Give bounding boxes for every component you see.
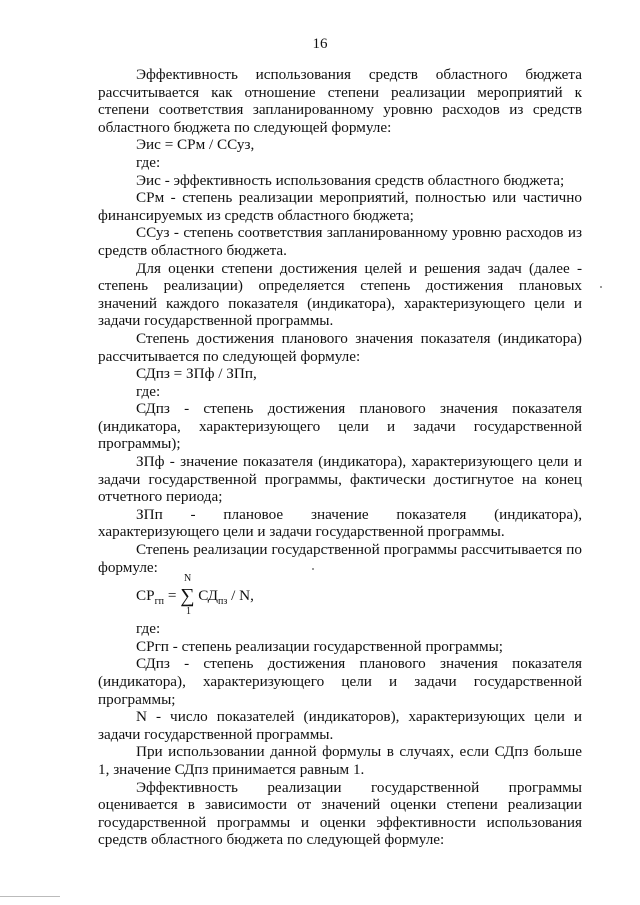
paragraph-efficiency: Эффективность реализации государственной программы оценивается в зависимости от значений оценки степени реализации государственной программы и оценки эффективности использования средств областного бюджета по следующей формуле: bbox=[98, 778, 582, 849]
paragraph-goals: Для оценки степени достижения целей и решения задач (далее - степень реализации) определяется степень достижения плановых значений каждого показателя (индикатора), характеризующего цели и задачи государственной программы. bbox=[98, 259, 582, 330]
paragraph-intro: Эффективность использования средств областного бюджета рассчитывается как отношение степени реализации мероприятий к степени соответствия запланированному уровню расходов из средств областного бюджета по следующей формуле: bbox=[98, 66, 582, 136]
definition-zpf: ЗПф - значение показателя (индикатора), характеризующего цели и задачи государственной программы, фактически достигнутое на конец отчетного периода; bbox=[98, 453, 582, 506]
sigma-symbol: ∑ bbox=[180, 585, 195, 608]
definition-sdpz: СДпз - степень достижения планового значения показателя (индикатора, характеризующего цели и задачи государственной программы); bbox=[98, 400, 582, 453]
page-number: 16 bbox=[312, 36, 328, 52]
definition-srgp: СРгп - степень реализации государственной программы; bbox=[136, 637, 504, 655]
sum-upper-limit: N bbox=[184, 573, 192, 585]
definition-srm: СРм - степень реализации мероприятий, полностью или частично финансируемых из средств областного бюджета; bbox=[98, 189, 582, 224]
definition-zpp: ЗПп - плановое значение показателя (индикатора), характеризующего цели и задачи государственной программы. bbox=[98, 505, 582, 541]
paragraph-program-formula: Степень реализации государственной программы рассчитывается по формуле: bbox=[98, 541, 582, 576]
sum-lower-limit: 1 bbox=[186, 606, 191, 618]
definition-eis: Эис - эффективность использования средств областного бюджета; bbox=[136, 171, 565, 189]
paragraph-cap-rule: При использовании данной формулы в случаях, если СДпз больше 1, значение СДпз принимается равным 1. bbox=[98, 743, 582, 778]
where-label: где: bbox=[136, 153, 161, 171]
definition-sdpz-2: СДпз - степень достижения планового значения показателя (индикатора), характеризующего цели и задачи государственной программы; bbox=[98, 655, 582, 708]
formula-sdpz: СДпз = ЗПф / ЗПп, bbox=[136, 365, 257, 383]
where-label: где: bbox=[136, 620, 161, 638]
definition-n: N - число показателей (индикаторов), характеризующих цели и задачи государственной программы. bbox=[98, 708, 582, 743]
formula-effectiveness: Эис = СРм / ССуз, bbox=[136, 136, 255, 154]
where-label: где: bbox=[136, 382, 161, 400]
scan-speck bbox=[0, 896, 60, 897]
formula-srgp-body: $СР_{гп}$ = ∑ $СД_{пз}$ / N, bbox=[136, 585, 254, 608]
scan-speck bbox=[600, 286, 602, 288]
scan-speck bbox=[312, 568, 314, 570]
definition-ssuz: ССуз - степень соответствия запланированному уровню расходов из средств областного бюджета. bbox=[98, 224, 582, 259]
formula-srgp bbox=[136, 573, 582, 620]
paragraph-indicator-formula: Степень достижения планового значения показателя (индикатора) рассчитывается по следующей формуле: bbox=[98, 329, 582, 365]
document-body bbox=[98, 66, 582, 849]
